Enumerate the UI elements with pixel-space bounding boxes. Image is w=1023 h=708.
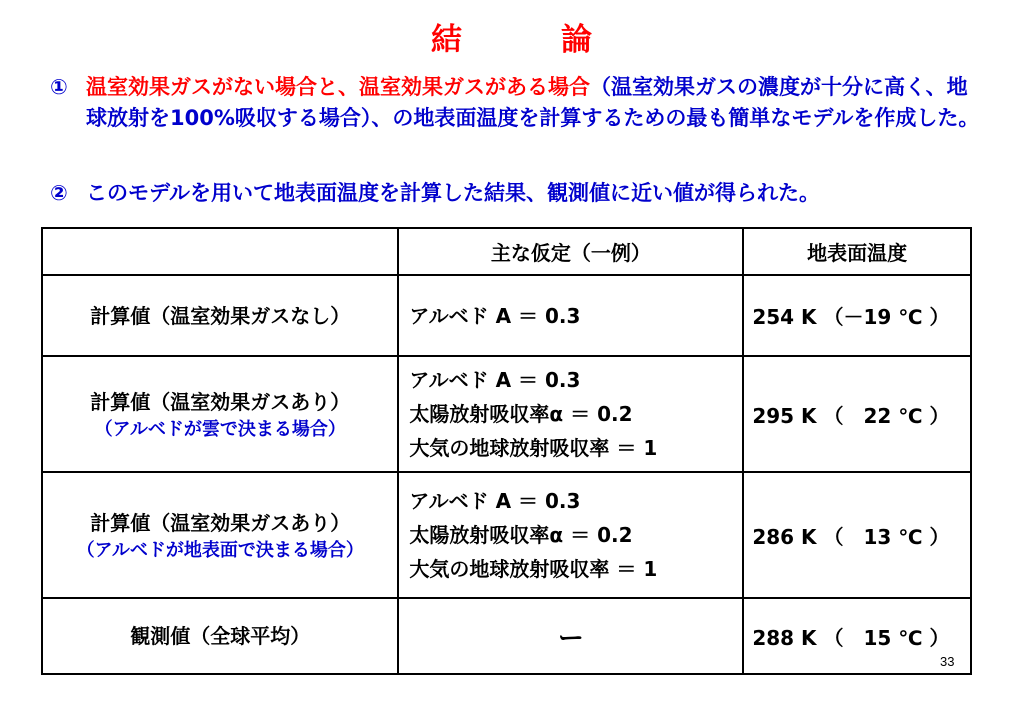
row-label: 計算値（温室効果ガスあり） <box>90 390 351 414</box>
assumption-line: アルベド A ＝ 0.3 <box>409 303 581 328</box>
assumptions-cell <box>398 472 743 598</box>
assumptions-cell <box>398 356 743 472</box>
table-header-row <box>42 228 971 275</box>
assumption-line: アルベド A ＝ 0.3 <box>409 489 581 513</box>
assumption-line: 大気の地球放射吸収率 ＝ 1 <box>409 557 658 581</box>
header-cell-temperature: 地表面温度 <box>743 228 971 275</box>
table-row <box>42 356 971 472</box>
temperature-cell: 286 K （ 13 ℃ ） <box>743 472 971 598</box>
table-row <box>42 472 971 598</box>
row-label-cell <box>42 472 398 598</box>
assumption-line: アルベド A ＝ 0.3 <box>409 368 581 392</box>
point-text <box>86 72 980 134</box>
assumption-line: 大気の地球放射吸収率 ＝ 1 <box>409 436 658 460</box>
row-label-cell <box>42 598 398 674</box>
assumptions-cell <box>398 275 743 356</box>
point-number: ② <box>50 181 68 205</box>
header-cell-assumptions: 主な仮定（一例） <box>398 228 743 275</box>
dash-placeholder: ー <box>557 623 584 654</box>
temperature-cell: 295 K （ 22 ℃ ） <box>743 356 971 472</box>
temperature-cell: 254 K （－19 ℃ ） <box>743 275 971 356</box>
page-number: 33 <box>940 654 955 669</box>
assumption-line: 太陽放射吸収率α ＝ 0.2 <box>409 523 633 547</box>
slide-title: 結 論 <box>431 22 626 58</box>
point-rest: （温室効果ガスの濃度が十分に高く、地球放射を100%吸収する場合）、の地表面温度を計算するための最も簡単なモデルを作成した。 <box>86 75 980 130</box>
point-number: ① <box>50 75 68 99</box>
conclusion-point-1 <box>50 72 980 134</box>
table-row <box>42 275 971 356</box>
header-cell-blank <box>42 228 398 275</box>
row-label: 観測値（全球平均） <box>130 624 311 648</box>
temperature-cell: 288 K （ 15 ℃ ） <box>743 598 971 674</box>
results-table <box>41 227 972 675</box>
assumption-line: 太陽放射吸収率α ＝ 0.2 <box>409 402 633 426</box>
row-label-cell <box>42 275 398 356</box>
conclusion-point-2 <box>50 178 980 209</box>
row-label-cell <box>42 356 398 472</box>
table-row <box>42 598 971 674</box>
row-sublabel: （アルベドが地表面で決まる場合） <box>76 540 364 561</box>
row-sublabel: （アルベドが雲で決まる場合） <box>94 419 346 440</box>
point-emphasis: 温室効果ガスがない場合と、温室効果ガスがある場合 <box>86 75 590 99</box>
row-label: 計算値（温室効果ガスあり） <box>90 511 351 535</box>
row-label: 計算値（温室効果ガスなし） <box>90 303 351 328</box>
point-text: このモデルを用いて地表面温度を計算した結果、観測値に近い値が得られた。 <box>86 181 820 205</box>
assumptions-cell <box>398 598 743 674</box>
